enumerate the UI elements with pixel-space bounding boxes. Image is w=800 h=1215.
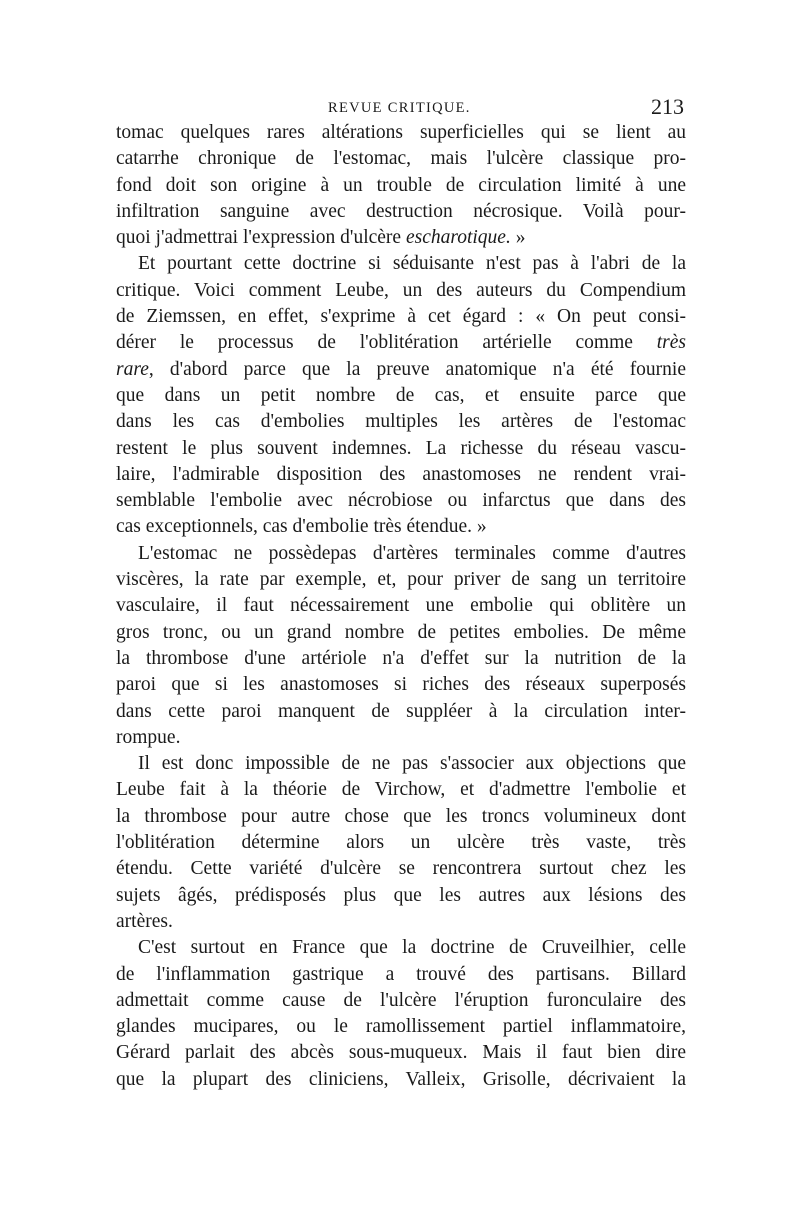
text-line: artères. xyxy=(116,910,173,932)
text-line: Leube fait à la théorie de Virchow, et d'admettre l'embolie et xyxy=(116,779,686,801)
text-line: sujets âgés, prédisposés plus que les autres aux lésions des xyxy=(116,884,686,906)
text-line: que la plupart des cliniciens, Valleix, Grisolle, décrivaient la xyxy=(116,1068,686,1090)
text-line: tomac quelques rares altérations superficielles qui se lient au xyxy=(116,122,686,143)
text-line: C'est surtout en France que la doctrine de Cruveilhier, celle xyxy=(138,937,686,959)
page-number: 213 xyxy=(651,94,684,119)
text-line: rompue. xyxy=(116,726,181,748)
text-segment: » xyxy=(510,227,526,249)
text-line: glandes mucipares, ou le ramollissement partiel inflammatoire, xyxy=(116,1016,686,1038)
text-line: dans les cas d'embolies multiples les artères de l'estomac xyxy=(116,411,686,433)
text-line: Gérard parlait des abcès sous-muqueux. Mais il faut bien dire xyxy=(116,1042,686,1064)
text-line: Et pourtant cette doctrine si séduisante n'est pas à l'abri de la xyxy=(138,253,686,275)
text-line: vasculaire, il faut nécessairement une embolie qui oblitère un xyxy=(116,595,686,617)
text-line: admettait comme cause de l'ulcère l'éruption furonculaire des xyxy=(116,989,686,1011)
text-line: semblable l'embolie avec nécrobiose ou infarctus que dans des xyxy=(116,490,686,512)
text-line xyxy=(116,357,686,383)
text-line: cas exceptionnels, cas d'embolie très étendue. » xyxy=(116,516,487,538)
text-line: restent le plus souvent indemnes. La richesse du réseau vascu- xyxy=(116,437,686,459)
text-line: l'oblitération détermine alors un ulcère très vaste, très xyxy=(116,832,686,854)
text-line: Il est donc impossible de ne pas s'associer aux objections que xyxy=(138,753,686,775)
text-segment: dérer le processus de l'oblitération artérielle comme xyxy=(116,332,657,354)
text-segment: , d'abord parce que la preuve anatomique n'a été fournie xyxy=(148,358,686,380)
text-line: laire, l'admirable disposition des anastomoses ne rendent vrai- xyxy=(116,463,686,485)
text-line: viscères, la rate par exemple, et, pour priver de sang un territoire xyxy=(116,569,686,591)
text-line: que dans un petit nombre de cas, et ensuite parce que xyxy=(116,384,686,406)
text-line: de l'inflammation gastrique a trouvé des partisans. Billard xyxy=(116,963,686,985)
text-line: L'estomac ne possèdepas d'artères terminales comme d'autres xyxy=(138,542,686,564)
italic-term: escharotique. xyxy=(405,227,511,249)
running-title: REVUE CRITIQUE. xyxy=(328,100,471,116)
text-line xyxy=(116,225,686,251)
italic-term: rare xyxy=(116,358,149,380)
text-line: catarrhe chronique de l'estomac, mais l'ulcère classique pro- xyxy=(116,148,686,170)
text-line: gros tronc, ou un grand nombre de petites embolies. De même xyxy=(116,621,686,643)
text-line: paroi que si les anastomoses si riches des réseaux superposés xyxy=(116,674,686,696)
text-line: infiltration sanguine avec destruction nécrosique. Voilà pour- xyxy=(116,200,686,222)
text-line: étendu. Cette variété d'ulcère se rencontrera surtout chez les xyxy=(116,858,686,880)
text-line: dans cette paroi manquent de suppléer à la circulation inter- xyxy=(116,700,686,722)
text-line: de Ziemssen, en effet, s'exprime à cet égard : « On peut consi- xyxy=(116,306,686,328)
text-line: fond doit son origine à un trouble de circulation limité à une xyxy=(116,174,686,196)
text-segment: quoi j'admettrai l'expression d'ulcère xyxy=(116,227,406,249)
page-header xyxy=(116,96,684,120)
text-line: critique. Voici comment Leube, un des auteurs du Compendium xyxy=(116,279,686,301)
text-line xyxy=(116,330,686,356)
text-line: la thrombose d'une artériole n'a d'effet sur la nutrition de la xyxy=(116,647,686,669)
italic-term: très xyxy=(656,332,686,354)
body-text xyxy=(116,120,686,1093)
text-line: la thrombose pour autre chose que les troncs volumineux dont xyxy=(116,805,686,827)
